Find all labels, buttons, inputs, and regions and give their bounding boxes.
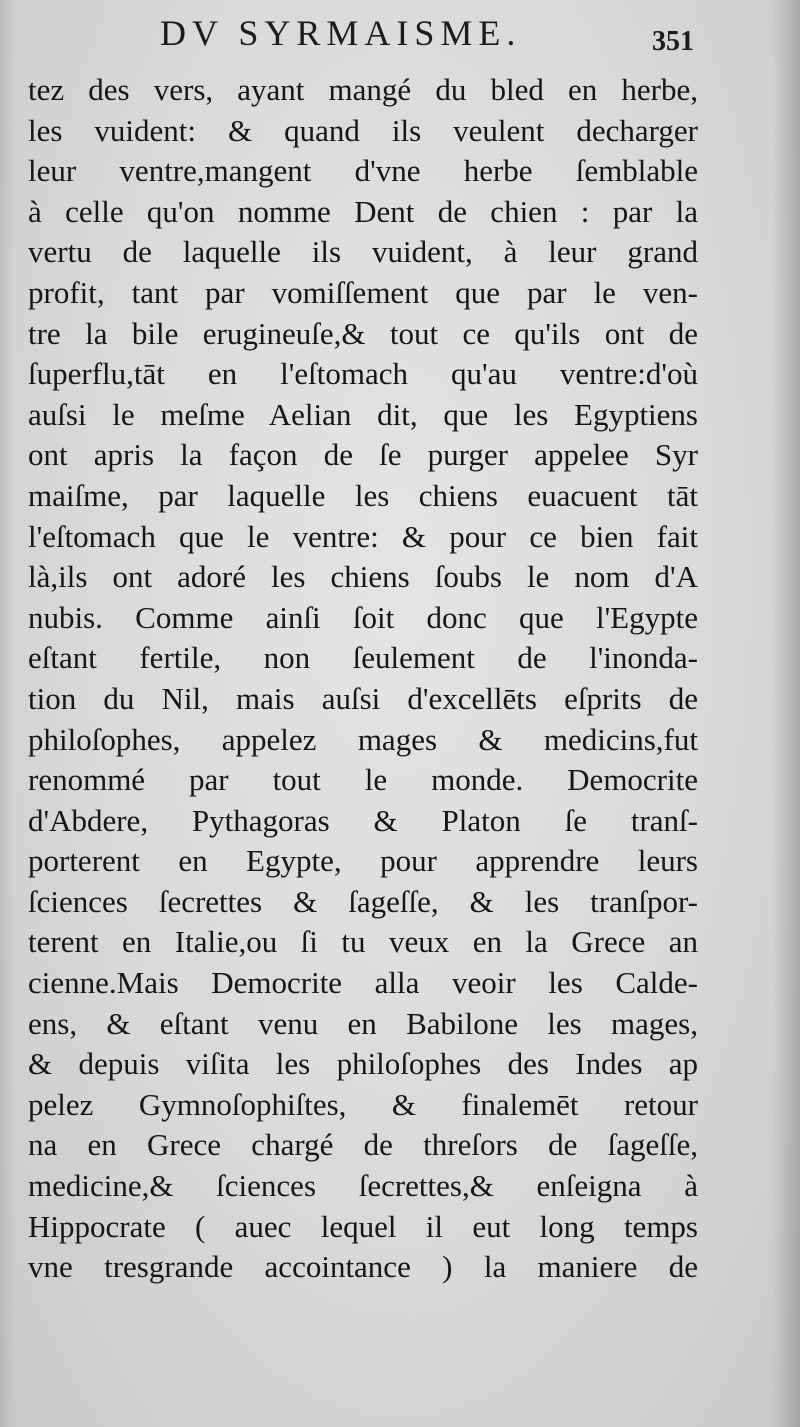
body-text (28, 70, 698, 1288)
text-line: pelez Gymnoſophiſtes, & finalemēt retour (28, 1086, 698, 1122)
text-line: tez des vers, ayant mangé du bled en herbe, (28, 72, 698, 107)
text-line: d'Abdere, Pythagoras & Platon ſe tranſ- (28, 802, 698, 838)
text-line: porterent en Egypte, pour apprendre leurs (28, 843, 698, 879)
text-line: eſtant fertile, non ſeulement de l'inonda- (28, 640, 698, 676)
text-line: là,ils ont adoré les chiens ſoubs le nom d'A (28, 559, 698, 595)
text-line: ens, & eſtant venu en Babilone les mages, (28, 1005, 698, 1041)
text-line: Hippocrate ( auec lequel il eut long temps (28, 1208, 698, 1244)
text-line: profit, tant par vomiſſement que par le ven- (28, 274, 698, 310)
text-line: ſuperflu,tāt en l'eſtomach qu'au ventre:d'où (28, 356, 698, 392)
text-line: vne tresgrande accointance ) la maniere de (28, 1249, 698, 1285)
text-line: terent en Italie,ou ſi tu veux en la Grece an (28, 924, 698, 960)
text-line: & depuis viſita les philoſophes des Indes ap (28, 1046, 698, 1082)
text-line: ont apris la façon de ſe purger appelee Syr (28, 437, 698, 473)
text-line: l'eſtomach que le ventre: & pour ce bien fait (28, 518, 698, 554)
text-line: tion du Nil, mais auſsi d'excellēts eſprits de (28, 680, 698, 716)
text-line: medicine,& ſciences ſecrettes,& enſeigna à (28, 1168, 698, 1204)
text-line: vertu de laquelle ils vuident, à leur grand (28, 234, 698, 270)
text-line: à celle qu'on nomme Dent de chien : par la (28, 193, 698, 229)
text-line: philoſophes, appelez mages & medicins,fut (28, 721, 698, 757)
text-line: ſciences ſecrettes & ſageſſe, & les tranſpor- (28, 883, 698, 919)
text-line: leur ventre,mangent d'vne herbe ſemblable (28, 153, 698, 189)
text-line: renommé par tout le monde. Democrite (28, 762, 698, 798)
text-line: les vuident: & quand ils veulent decharger (28, 112, 698, 148)
text-line: maiſme, par laquelle les chiens euacuent tāt (28, 477, 698, 513)
text-line: tre la bile erugineuſe,& tout ce qu'ils ont de (28, 315, 698, 351)
text-line: na en Grece chargé de threſors de ſageſſe, (28, 1127, 698, 1163)
page-number: 351 (652, 26, 694, 57)
running-title: DV SYRMAISME. (160, 13, 522, 53)
text-line: cienne.Mais Democrite alla veoir les Calde- (28, 965, 698, 1001)
text-line: nubis. Comme ainſi ſoit donc que l'Egypte (28, 599, 698, 635)
page-edge-shadow (772, 0, 800, 1427)
gutter-shadow (0, 0, 14, 1427)
text-line: auſsi le meſme Aelian dit, que les Egyptiens (28, 396, 698, 432)
